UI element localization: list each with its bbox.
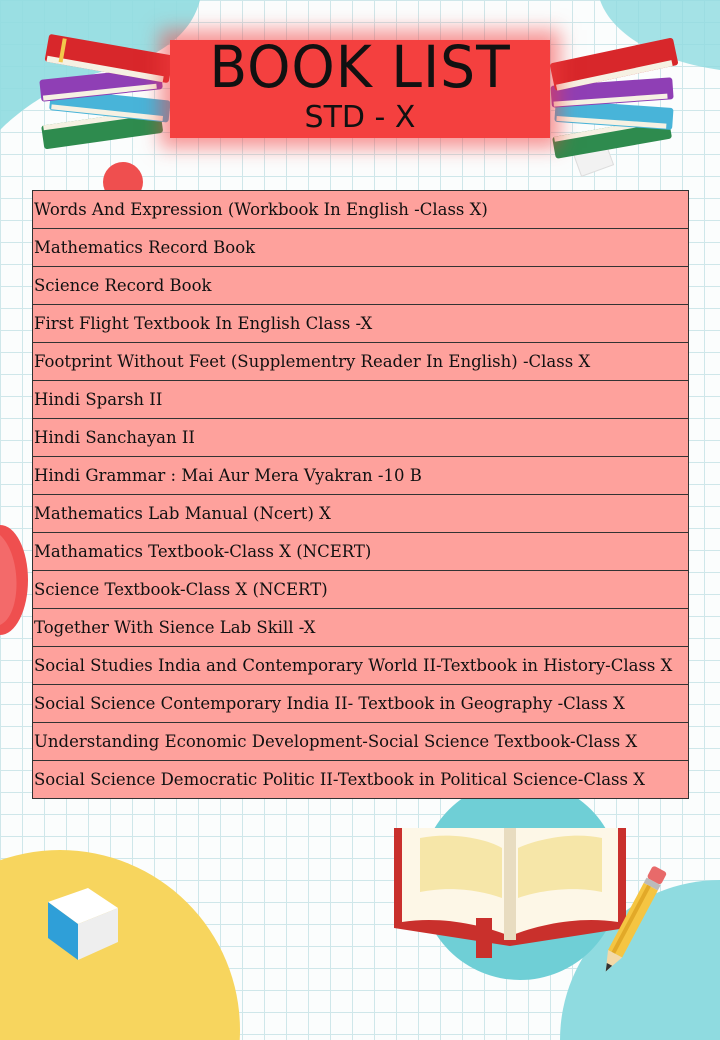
table-row xyxy=(33,685,689,723)
book-title: Footprint Without Feet (Supplementry Reader In English) -Class X xyxy=(33,343,689,381)
book-title: Hindi Sanchayan II xyxy=(33,419,689,457)
table-row xyxy=(33,267,689,305)
table-row xyxy=(33,533,689,571)
cube-icon xyxy=(38,882,128,962)
table-row xyxy=(33,229,689,267)
book-title: Understanding Economic Development-Social Science Textbook-Class X xyxy=(33,723,689,761)
table-row xyxy=(33,305,689,343)
table-row xyxy=(33,457,689,495)
book-title: Science Record Book xyxy=(33,267,689,305)
table-row xyxy=(33,419,689,457)
table-row xyxy=(33,571,689,609)
book-title: First Flight Textbook In English Class -X xyxy=(33,305,689,343)
table-row xyxy=(33,723,689,761)
table-row xyxy=(33,381,689,419)
book-title: Hindi Sparsh II xyxy=(33,381,689,419)
book-title: Hindi Grammar : Mai Aur Mera Vyakran -10 B xyxy=(33,457,689,495)
book-title: Together With Sience Lab Skill -X xyxy=(33,609,689,647)
book-title: Words And Expression (Workbook In English -Class X) xyxy=(33,191,689,229)
pencil-icon xyxy=(592,862,672,982)
table-row xyxy=(33,761,689,799)
book-list-table xyxy=(32,190,689,799)
table-row xyxy=(33,191,689,229)
table-row xyxy=(33,647,689,685)
book-title: Social Studies India and Contemporary World II-Textbook in History-Class X xyxy=(33,647,689,685)
page-subtitle: STD - X xyxy=(304,100,416,135)
table-row xyxy=(33,609,689,647)
book-title: Social Science Democratic Politic II-Textbook in Political Science-Class X xyxy=(33,761,689,799)
book-title: Mathamatics Textbook-Class X (NCERT) xyxy=(33,533,689,571)
table-row xyxy=(33,343,689,381)
book-title: Science Textbook-Class X (NCERT) xyxy=(33,571,689,609)
table-row xyxy=(33,495,689,533)
book-title: Mathematics Record Book xyxy=(33,229,689,267)
book-title: Mathematics Lab Manual (Ncert) X xyxy=(33,495,689,533)
page-title: BOOK LIST xyxy=(209,33,511,101)
book-title: Social Science Contemporary India II- Textbook in Geography -Class X xyxy=(33,685,689,723)
